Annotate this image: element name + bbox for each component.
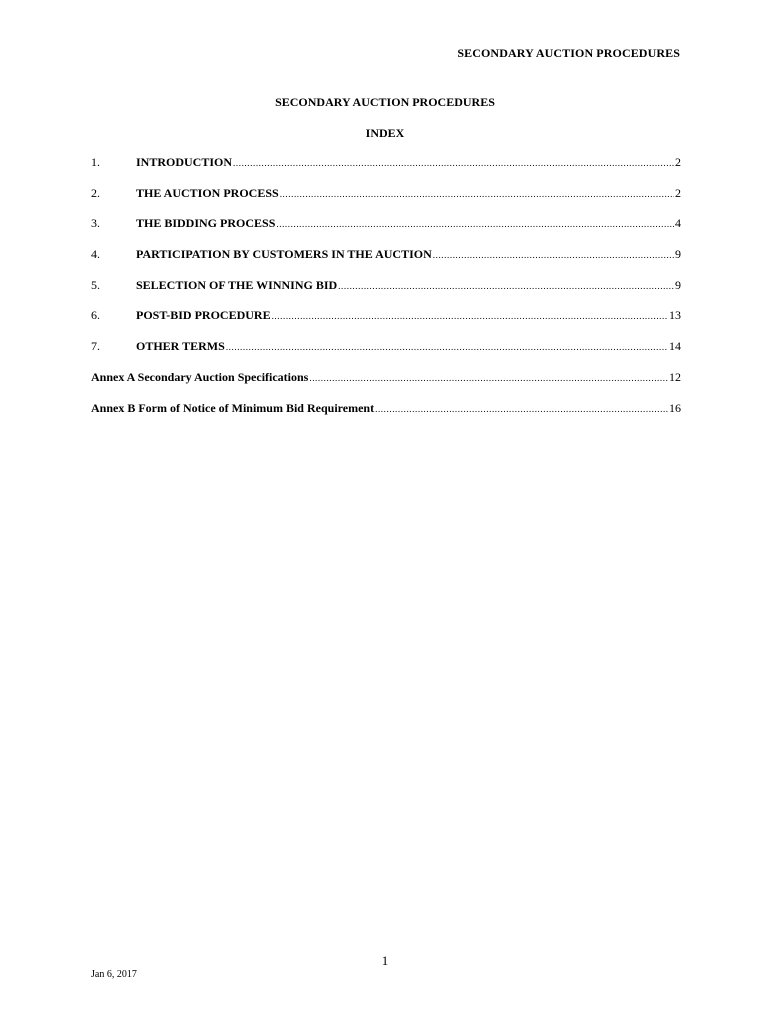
toc-entry-page: 2 [675, 155, 681, 169]
toc-entry-annex-b[interactable] [91, 401, 681, 432]
toc-entry-auction-process[interactable] [91, 186, 681, 217]
toc-entry-number: 2. [91, 185, 100, 200]
toc-entry-number: 5. [91, 277, 100, 292]
toc-entry-label: POST-BID PROCEDURE [136, 308, 271, 323]
toc-dot-leader [280, 189, 674, 199]
toc-entry-introduction[interactable] [91, 155, 681, 186]
toc-dot-leader [433, 250, 674, 260]
toc-entry-number: 6. [91, 308, 100, 323]
toc-entry-label: OTHER TERMS [136, 339, 225, 354]
toc-entry-post-bid[interactable] [91, 308, 681, 339]
document-title: SECONDARY AUCTION PROCEDURES [275, 95, 495, 109]
toc-dot-leader [375, 404, 668, 414]
toc-entry-selection[interactable] [91, 278, 681, 309]
toc-entry-participation[interactable] [91, 247, 681, 278]
toc-dot-leader [226, 342, 668, 352]
toc-entry-page: 9 [675, 247, 681, 262]
index-heading: INDEX [365, 126, 405, 140]
toc-entry-number: 1. [91, 155, 100, 169]
toc-dot-leader [338, 281, 674, 291]
running-header: SECONDARY AUCTION PROCEDURES [457, 46, 680, 60]
toc-entry-page: 12 [669, 369, 681, 384]
toc-dot-leader [272, 311, 668, 321]
toc-entry-other-terms[interactable] [91, 339, 681, 370]
toc-entry-label: Annex B Form of Notice of Minimum Bid Requirement [91, 400, 375, 415]
toc-entry-page: 2 [675, 185, 681, 200]
toc-entry-page: 13 [669, 308, 681, 323]
toc-entry-annex-a[interactable] [91, 370, 681, 401]
toc-entry-label: THE BIDDING PROCESS [136, 216, 276, 231]
toc-dot-leader [309, 373, 668, 383]
toc-entry-label: SELECTION OF THE WINNING BID [136, 277, 338, 292]
footer-date: Jan 6, 2017 [91, 969, 137, 980]
toc-entry-number: 3. [91, 216, 100, 231]
toc-entry-label: PARTICIPATION BY CUSTOMERS IN THE AUCTION [136, 247, 432, 262]
toc-entry-label: THE AUCTION PROCESS [136, 185, 279, 200]
table-of-contents [91, 155, 681, 431]
toc-entry-page: 14 [669, 339, 681, 354]
page-number: 1 [381, 953, 389, 968]
toc-entry-page: 16 [669, 400, 681, 415]
toc-entry-bidding-process[interactable] [91, 216, 681, 247]
toc-entry-label: INTRODUCTION [136, 155, 233, 169]
toc-entry-number: 4. [91, 247, 100, 262]
toc-entry-page: 4 [675, 216, 681, 231]
toc-dot-leader [233, 158, 674, 168]
toc-entry-number: 7. [91, 339, 100, 354]
toc-entry-page: 9 [675, 277, 681, 292]
toc-entry-label: Annex A Secondary Auction Specifications [91, 369, 309, 384]
toc-dot-leader [276, 219, 674, 229]
